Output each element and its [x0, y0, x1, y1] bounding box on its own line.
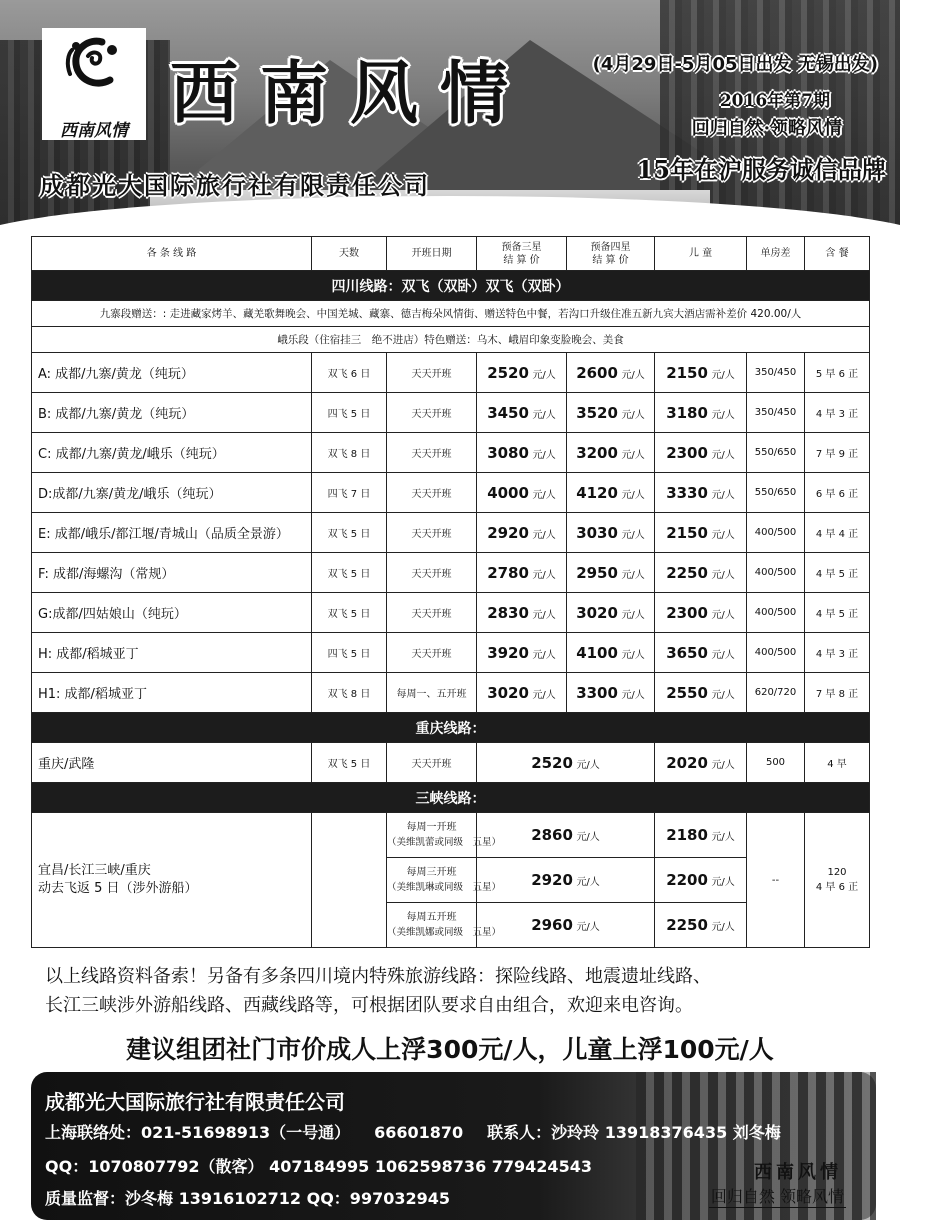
price-unit: 元/人 [532, 609, 556, 621]
three-star-price [477, 393, 567, 433]
footer-contact [31, 1072, 876, 1220]
price-value: 2020 [666, 753, 708, 772]
supervisor-line: 质量监督：沙冬梅 13916102712 QQ：997032945 [45, 1189, 451, 1208]
ship-class: （美维凯琳或同级 五星） [387, 882, 502, 893]
note-emei: 峨乐段（住宿挂三 绝不进店）特色赠送：乌木、峨眉印象变脸晚会、美食 [32, 327, 870, 353]
single-supplement: 350/450 [747, 393, 805, 433]
three-star-price [477, 353, 567, 393]
single-supplement: 400/500 [747, 593, 805, 633]
section-title: 四川线路：双飞（双卧）双飞（双卧） [32, 271, 870, 301]
price-value: 2150 [666, 363, 708, 382]
footer-contact-line [45, 1120, 781, 1143]
price-value: 2200 [666, 871, 708, 889]
child-price [655, 393, 747, 433]
price-unit: 元/人 [532, 529, 556, 541]
route-name: H: 成都/稻城亚丁 [32, 633, 312, 673]
single-supplement: -- [747, 813, 805, 948]
child-price [655, 903, 747, 948]
price-unit: 元/人 [576, 759, 600, 771]
four-star-price [567, 673, 655, 713]
price-unit: 元/人 [532, 649, 556, 661]
price-unit: 元/人 [621, 369, 645, 381]
price-unit: 元/人 [576, 832, 600, 843]
price-value: 2250 [666, 916, 708, 934]
header-slogan: 回归自然·领略风情 [691, 118, 842, 139]
child-price [655, 743, 747, 783]
price-unit: 元/人 [621, 409, 645, 421]
four-star-price [567, 633, 655, 673]
header-banner [0, 0, 900, 232]
phone-2: 66601870 [374, 1123, 464, 1142]
child-price [655, 858, 747, 903]
four-star-price [567, 433, 655, 473]
three-star-price [477, 673, 567, 713]
col-header-four-star [567, 237, 655, 271]
price-unit: 元/人 [621, 449, 645, 461]
col-header-schedule: 开班日期 [387, 237, 477, 271]
price-unit: 元/人 [621, 489, 645, 501]
brand-claim: 15年在沪服务诚信品牌 [636, 155, 886, 184]
ship-class: （美维凯娜或同级 五星） [387, 927, 502, 938]
schedule: 每周一、五开班 [387, 673, 477, 713]
route-name: E: 成都/峨乐/都江堰/青城山（品质全景游） [32, 513, 312, 553]
price-unit: 元/人 [621, 609, 645, 621]
schedule: 天天开班 [387, 513, 477, 553]
section-chongqing [32, 713, 870, 743]
schedule: 天天开班 [387, 553, 477, 593]
table-row [32, 353, 870, 393]
price-value: 2960 [531, 916, 573, 934]
schedule-line: 每周五开班 [406, 912, 457, 923]
price-unit: 元/人 [711, 569, 735, 581]
col-header-single: 单房差 [747, 237, 805, 271]
price-unit: 元/人 [621, 649, 645, 661]
price-value: 3300 [576, 683, 618, 702]
meals: 6 早 6 正 [805, 473, 870, 513]
main-title: 西南风情 [170, 54, 531, 134]
price-unit: 元/人 [532, 689, 556, 701]
section-sanxia [32, 783, 870, 813]
price-value: 2780 [487, 563, 529, 582]
single-supplement: 620/720 [747, 673, 805, 713]
price-value: 2920 [531, 871, 573, 889]
price-value: 2520 [531, 753, 573, 772]
col-header-three-star [477, 237, 567, 271]
four-star-price [567, 593, 655, 633]
days: 四飞 7 日 [312, 473, 387, 513]
route-name: 重庆/武隆 [32, 743, 312, 783]
star-price [477, 743, 655, 783]
child-price [655, 433, 747, 473]
price-value: 3920 [487, 643, 529, 662]
issue-number: 2016年第7期 [719, 91, 830, 111]
single-supplement: 400/500 [747, 553, 805, 593]
note-row [32, 327, 870, 353]
price-value: 2600 [576, 363, 618, 382]
meals-line: 4 早 6 正 [815, 882, 859, 893]
meals [805, 813, 870, 948]
footer-slogan: 回归自然 领略风情 [709, 1184, 846, 1208]
col-header-child: 儿 童 [655, 237, 747, 271]
table-row [32, 673, 870, 713]
days: 双飞 5 日 [312, 553, 387, 593]
price-value: 2300 [666, 603, 708, 622]
office-phone: 上海联络处：021-51698913（一号通） [45, 1123, 351, 1142]
price-unit: 元/人 [576, 877, 600, 888]
four-star-label: 预备四星 结 算 价 [590, 241, 631, 266]
price-unit: 元/人 [621, 689, 645, 701]
price-unit: 元/人 [532, 369, 556, 381]
price-value: 4000 [487, 483, 529, 502]
price-unit: 元/人 [532, 409, 556, 421]
section-title: 三峡线路： [32, 783, 870, 813]
logo [42, 28, 146, 140]
schedule: 天天开班 [387, 633, 477, 673]
price-value: 2520 [487, 363, 529, 382]
single-supplement: 550/650 [747, 433, 805, 473]
child-price [655, 353, 747, 393]
section-sichuan [32, 271, 870, 301]
star-price [477, 858, 655, 903]
info-text [45, 962, 875, 1020]
meals: 7 早 9 正 [805, 433, 870, 473]
price-value: 3030 [576, 523, 618, 542]
three-star-price [477, 553, 567, 593]
days: 双飞 5 日 [312, 743, 387, 783]
route-name: F: 成都/海螺沟（常规） [32, 553, 312, 593]
child-price [655, 593, 747, 633]
three-star-price [477, 633, 567, 673]
single-supplement: 350/450 [747, 353, 805, 393]
note-row [32, 301, 870, 327]
logo-text: 西南风情 [60, 121, 128, 141]
price-unit: 元/人 [711, 609, 735, 621]
price-unit: 元/人 [711, 649, 735, 661]
contact-person: 联系人：沙玲玲 13918376435 刘冬梅 [487, 1123, 781, 1142]
schedule [387, 813, 502, 858]
ship-class: （美维凯蕾或同级 五星） [387, 837, 502, 848]
price-value: 2950 [576, 563, 618, 582]
price-value: 2150 [666, 523, 708, 542]
schedule: 天天开班 [387, 353, 477, 393]
days: 四飞 5 日 [312, 393, 387, 433]
price-unit: 元/人 [711, 369, 735, 381]
table-row [32, 593, 870, 633]
meals: 4 早 3 正 [805, 633, 870, 673]
table-row [32, 393, 870, 433]
meals-line: 120 [827, 867, 847, 878]
table-row [32, 473, 870, 513]
schedule [387, 858, 502, 903]
price-value: 2180 [666, 826, 708, 844]
note-jiuzhai: 九寨段赠送：: 走进藏家烤羊、藏羌歌舞晚会、中国羌城、藏寨、德吉梅朵风情街、赠送特色中餐，若沟口升级住准五新九宾大酒店需补差价 420.00/人 [32, 301, 870, 327]
company-title: 成都光大国际旅行社有限责任公司 [40, 172, 430, 200]
price-value: 3020 [576, 603, 618, 622]
price-unit: 元/人 [711, 489, 735, 501]
price-value: 2920 [487, 523, 529, 542]
schedule: 天天开班 [387, 473, 477, 513]
schedule: 天天开班 [387, 593, 477, 633]
price-value: 4100 [576, 643, 618, 662]
info-line: 长江三峡涉外游船线路、西藏线路等，可根据团队要求自由组合，欢迎来电咨询。 [45, 995, 693, 1016]
three-star-price [477, 473, 567, 513]
days: 双飞 8 日 [312, 673, 387, 713]
price-value: 3080 [487, 443, 529, 462]
price-unit: 元/人 [576, 922, 600, 933]
three-star-price [477, 593, 567, 633]
price-unit: 元/人 [711, 689, 735, 701]
child-price [655, 513, 747, 553]
section-title: 重庆线路： [32, 713, 870, 743]
three-star-label: 预备三星 结 算 价 [501, 241, 542, 266]
price-value: 2860 [531, 826, 573, 844]
table-row [32, 813, 870, 858]
days: 四飞 5 日 [312, 633, 387, 673]
footer-brand: 西南风情 [754, 1162, 842, 1183]
meals: 4 早 3 正 [805, 393, 870, 433]
promo-text: 建议组团社门市价成人上浮300元/人，儿童上浮100元/人 [126, 1035, 774, 1064]
schedule: 天天开班 [387, 433, 477, 473]
four-star-price [567, 353, 655, 393]
days: 双飞 5 日 [312, 593, 387, 633]
route-name: H1: 成都/稻城亚丁 [32, 673, 312, 713]
schedule: 天天开班 [387, 393, 477, 433]
single-supplement: 500 [747, 743, 805, 783]
price-value: 3020 [487, 683, 529, 702]
meals: 7 早 8 正 [805, 673, 870, 713]
price-unit: 元/人 [532, 449, 556, 461]
price-value: 3200 [576, 443, 618, 462]
price-unit: 元/人 [711, 409, 735, 421]
price-unit: 元/人 [532, 569, 556, 581]
meals: 4 早 5 正 [805, 553, 870, 593]
child-price [655, 673, 747, 713]
single-supplement: 400/500 [747, 633, 805, 673]
days: 双飞 5 日 [312, 513, 387, 553]
child-price [655, 813, 747, 858]
price-value: 2300 [666, 443, 708, 462]
price-value: 3330 [666, 483, 708, 502]
footer-company: 成都光大国际旅行社有限责任公司 [45, 1090, 345, 1114]
route-name: A: 成都/九寨/黄龙（纯玩） [32, 353, 312, 393]
route-name [32, 813, 312, 948]
price-unit: 元/人 [711, 759, 735, 771]
schedule-line: 每周三开班 [406, 867, 457, 878]
star-price [477, 903, 655, 948]
schedule [387, 903, 502, 948]
col-header-route: 各 条 线 路 [32, 237, 312, 271]
days: 双飞 8 日 [312, 433, 387, 473]
route-line: 动去飞返 5 日（涉外游船） [38, 881, 198, 896]
days: 双飞 6 日 [312, 353, 387, 393]
route-name: D:成都/九寨/黄龙/峨乐（纯玩） [32, 473, 312, 513]
four-star-price [567, 393, 655, 433]
price-value: 3180 [666, 403, 708, 422]
qq-line: QQ：1070807792（散客） 407184995 1062598736 779424543 [45, 1157, 592, 1176]
three-star-price [477, 513, 567, 553]
price-unit: 元/人 [711, 832, 735, 843]
col-header-meals: 含 餐 [805, 237, 870, 271]
price-value: 2250 [666, 563, 708, 582]
four-star-price [567, 553, 655, 593]
price-value: 3520 [576, 403, 618, 422]
child-price [655, 473, 747, 513]
price-table [31, 236, 870, 948]
departure-info: (4月29日-5月05日出发 无锡出发) [592, 54, 878, 75]
four-star-price [567, 473, 655, 513]
route-line: 宜昌/长江三峡/重庆 [38, 863, 151, 878]
table-row [32, 553, 870, 593]
price-value: 4120 [576, 483, 618, 502]
route-name: C: 成都/九寨/黄龙/峨乐（纯玩） [32, 433, 312, 473]
child-price [655, 633, 747, 673]
table-row [32, 513, 870, 553]
route-name: G:成都/四姑娘山（纯玩） [32, 593, 312, 633]
price-value: 3450 [487, 403, 529, 422]
price-unit: 元/人 [711, 922, 735, 933]
price-unit: 元/人 [621, 529, 645, 541]
route-name: B: 成都/九寨/黄龙（纯玩） [32, 393, 312, 433]
table-header-row [32, 237, 870, 271]
table-row [32, 743, 870, 783]
meals: 5 早 6 正 [805, 353, 870, 393]
meals: 4 早 [805, 743, 870, 783]
price-value: 2550 [666, 683, 708, 702]
single-supplement: 400/500 [747, 513, 805, 553]
price-value: 2830 [487, 603, 529, 622]
price-unit: 元/人 [621, 569, 645, 581]
four-star-price [567, 513, 655, 553]
single-supplement: 550/650 [747, 473, 805, 513]
schedule-line: 每周一开班 [406, 822, 457, 833]
star-price [477, 813, 655, 858]
meals: 4 早 4 正 [805, 513, 870, 553]
table-row [32, 433, 870, 473]
child-price [655, 553, 747, 593]
three-star-price [477, 433, 567, 473]
price-unit: 元/人 [532, 489, 556, 501]
price-value: 3650 [666, 643, 708, 662]
info-line: 以上线路资料备索！另备有多条四川境内特殊旅游线路：探险线路、地震遗址线路、 [45, 966, 711, 987]
meals: 4 早 5 正 [805, 593, 870, 633]
schedule: 天天开班 [387, 743, 477, 783]
col-header-days: 天数 [312, 237, 387, 271]
price-unit: 元/人 [711, 877, 735, 888]
price-unit: 元/人 [711, 449, 735, 461]
days [312, 813, 387, 948]
table-row [32, 633, 870, 673]
price-unit: 元/人 [711, 529, 735, 541]
logo-swirl-icon [62, 34, 126, 98]
